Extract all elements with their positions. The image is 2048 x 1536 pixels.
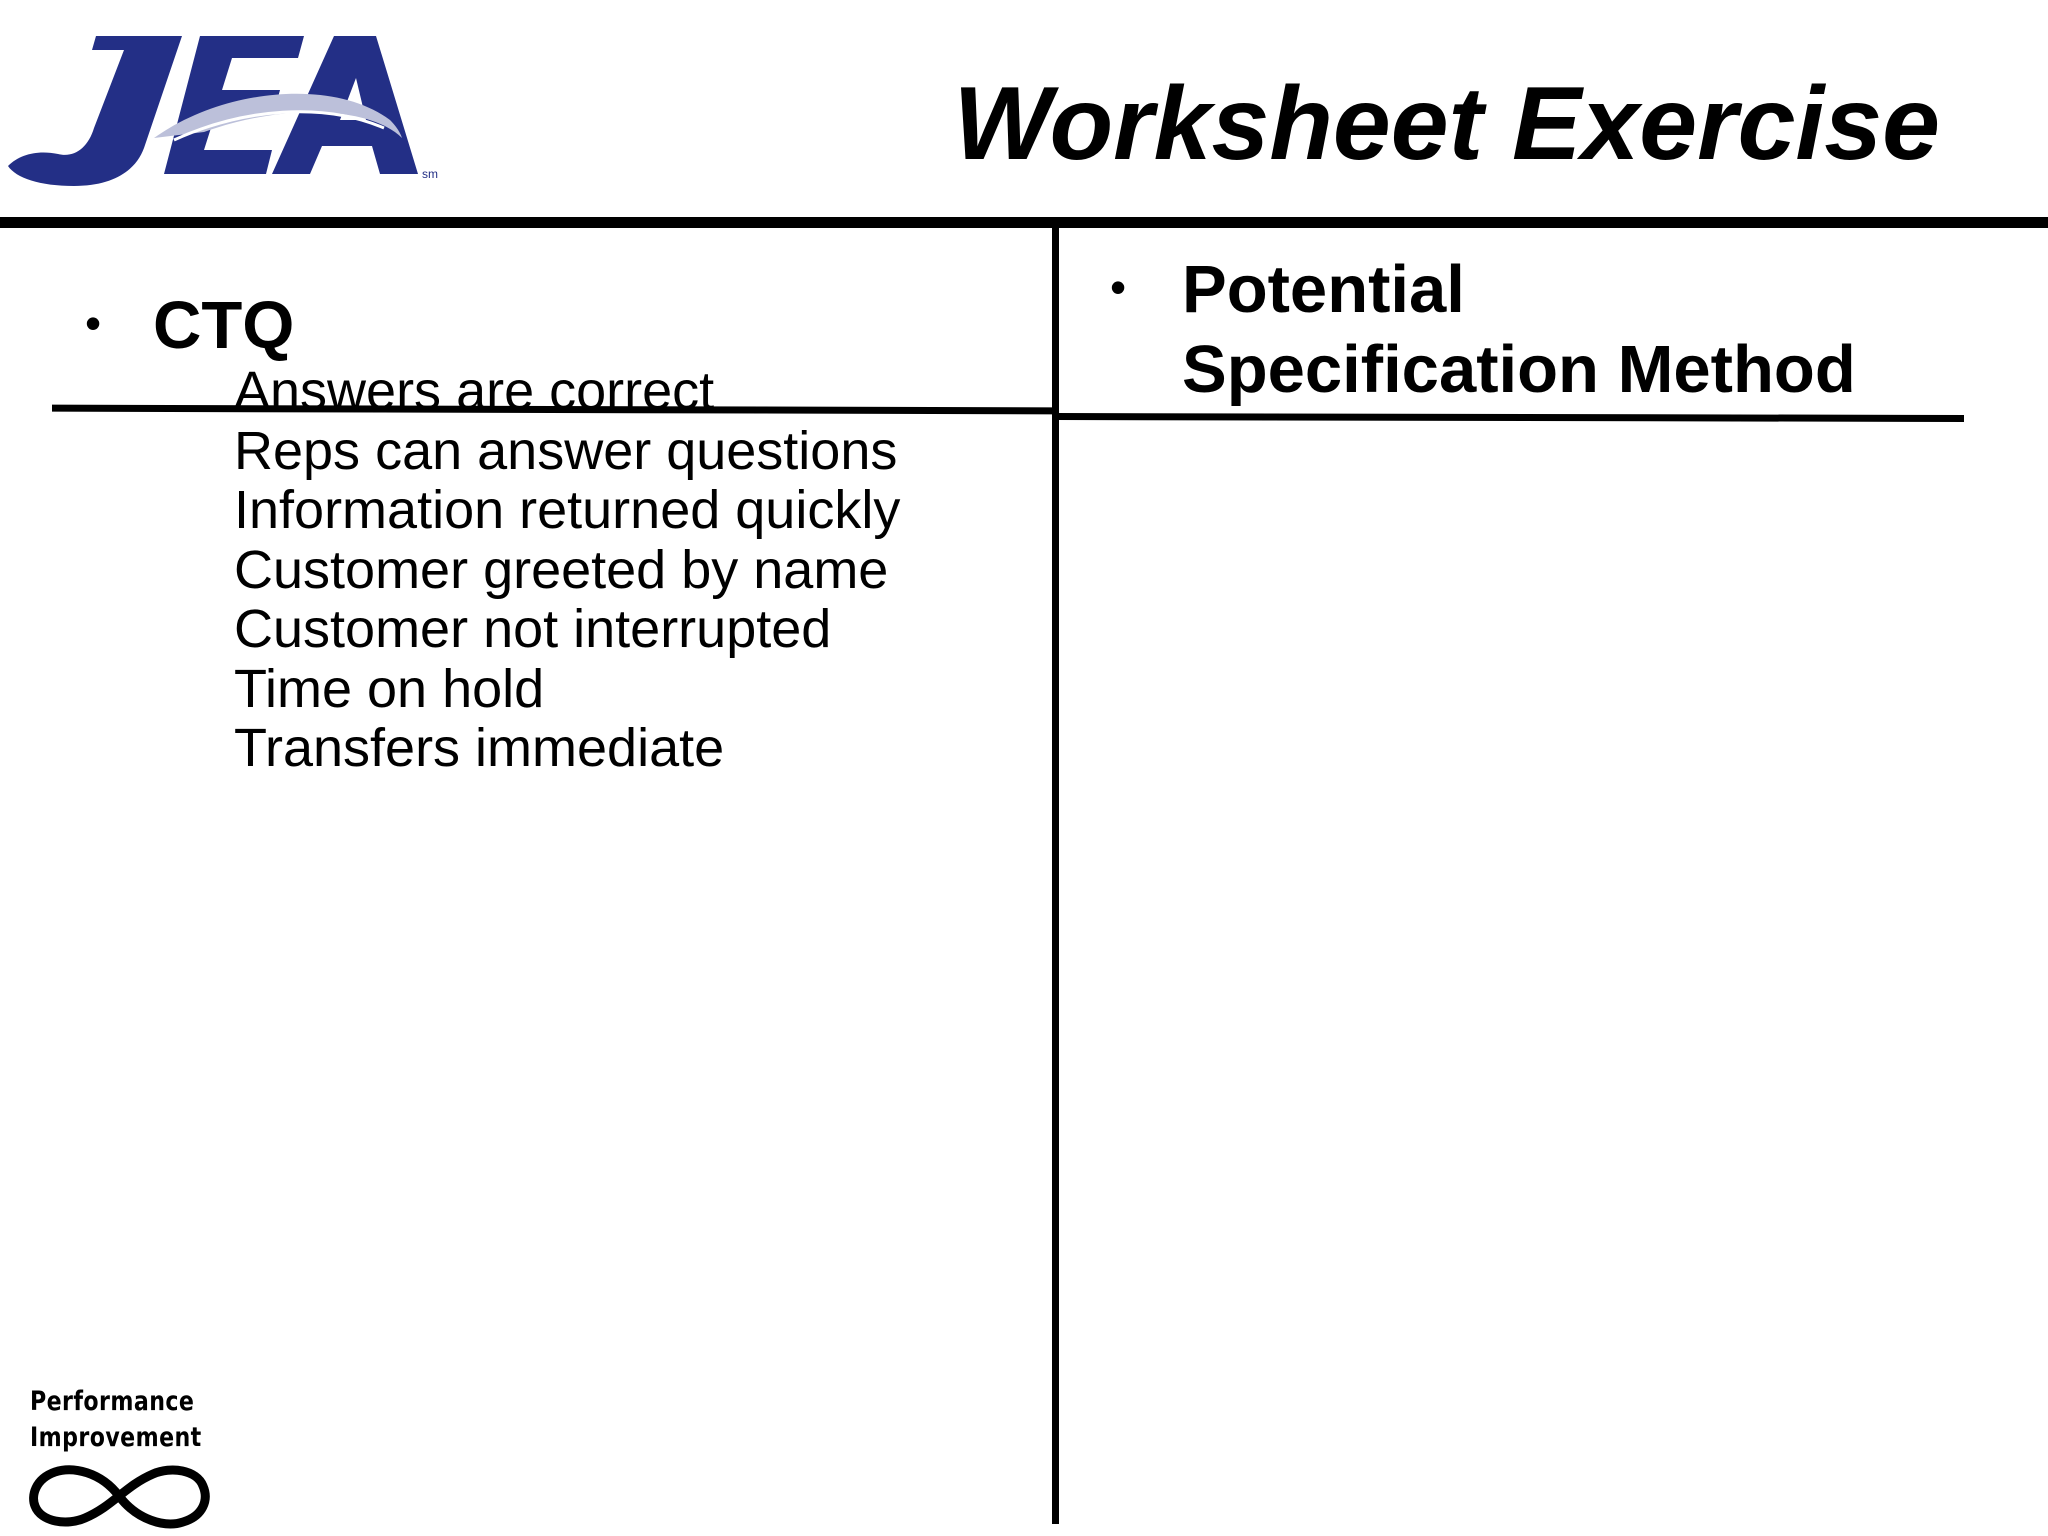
bullet-icon: • (85, 297, 102, 349)
specification-heading-line1: Potential (1182, 252, 1465, 327)
bullet-icon: • (1110, 261, 1127, 313)
list-item: Reps can answer questions (234, 420, 898, 481)
list-item: Transfers immediate (234, 718, 725, 778)
list-item: Information returned quickly (234, 480, 901, 540)
ctq-list (234, 362, 900, 779)
top-divider (0, 217, 2048, 228)
ctq-heading-text: CTQ (153, 288, 295, 363)
page-title: Worksheet Exercise (953, 66, 1940, 182)
jea-logo-icon (4, 28, 454, 193)
specification-heading-line2: Specification Method (1182, 332, 1856, 407)
column-divider (1052, 228, 1059, 1524)
right-heading-underline (1056, 413, 1964, 422)
jea-logo (4, 28, 454, 193)
list-item: Customer greeted by name (234, 539, 889, 600)
service-mark: sm (422, 167, 438, 181)
specification-heading (1110, 250, 1856, 410)
ctq-heading (85, 286, 295, 366)
performance-improvement-logo (30, 1384, 220, 1529)
list-item: Time on hold (234, 658, 545, 719)
list-item: Answers are correct (234, 361, 715, 421)
improvement-label: Improvement (30, 1422, 202, 1453)
performance-label: Performance (30, 1386, 195, 1417)
infinity-icon (27, 1462, 211, 1530)
list-item: Customer not interrupted (234, 599, 832, 659)
